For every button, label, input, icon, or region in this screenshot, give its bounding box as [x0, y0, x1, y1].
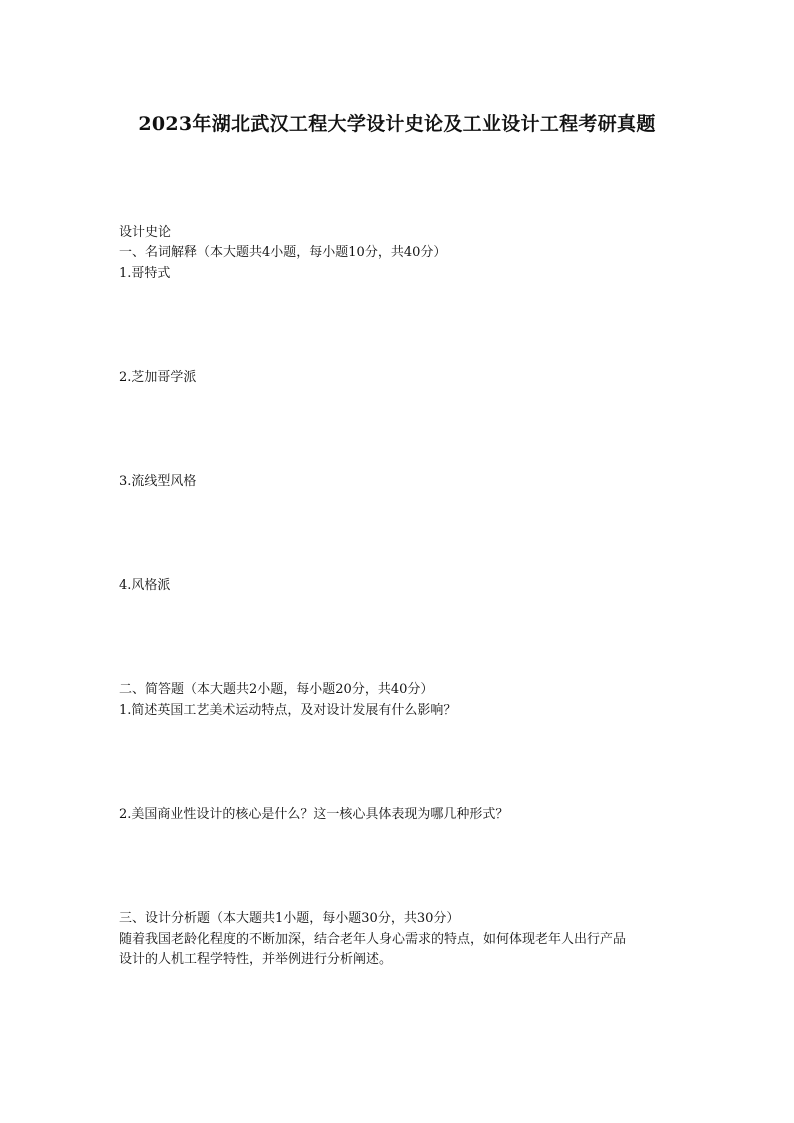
question-chicago-school: 2.芝加哥学派 — [119, 370, 197, 385]
subject-label: 设计史论 — [119, 225, 172, 240]
question-streamline-style: 3.流线型风格 — [119, 474, 197, 489]
analysis-question-line-1: 随着我国老龄化程度的不断加深，结合老年人身心需求的特点，如何体现老年人出行产品 — [119, 932, 627, 947]
question-gothic: 1.哥特式 — [119, 266, 171, 281]
section-heading-short-answer: 二、简答题（本大题共2小题，每小题20分，共40分） — [119, 682, 434, 697]
question-arts-crafts: 1.简述英国工艺美术运动特点，及对设计发展有什么影响？ — [119, 703, 457, 718]
analysis-question-line-2: 设计的人机工程学特性，并举例进行分析阐述。 — [119, 952, 393, 967]
section-heading-analysis: 三、设计分析题（本大题共1小题，每小题30分，共30分） — [119, 911, 460, 926]
question-commercial-design: 2.美国商业性设计的核心是什么？这一核心具体表现为哪几种形式？ — [119, 807, 509, 822]
section-heading-terms: 一、名词解释（本大题共4小题，每小题10分，共40分） — [119, 245, 447, 260]
page-title: 2023年湖北武汉工程大学设计史论及工业设计工程考研真题 — [138, 113, 656, 135]
question-de-stijl: 4.风格派 — [119, 578, 171, 593]
